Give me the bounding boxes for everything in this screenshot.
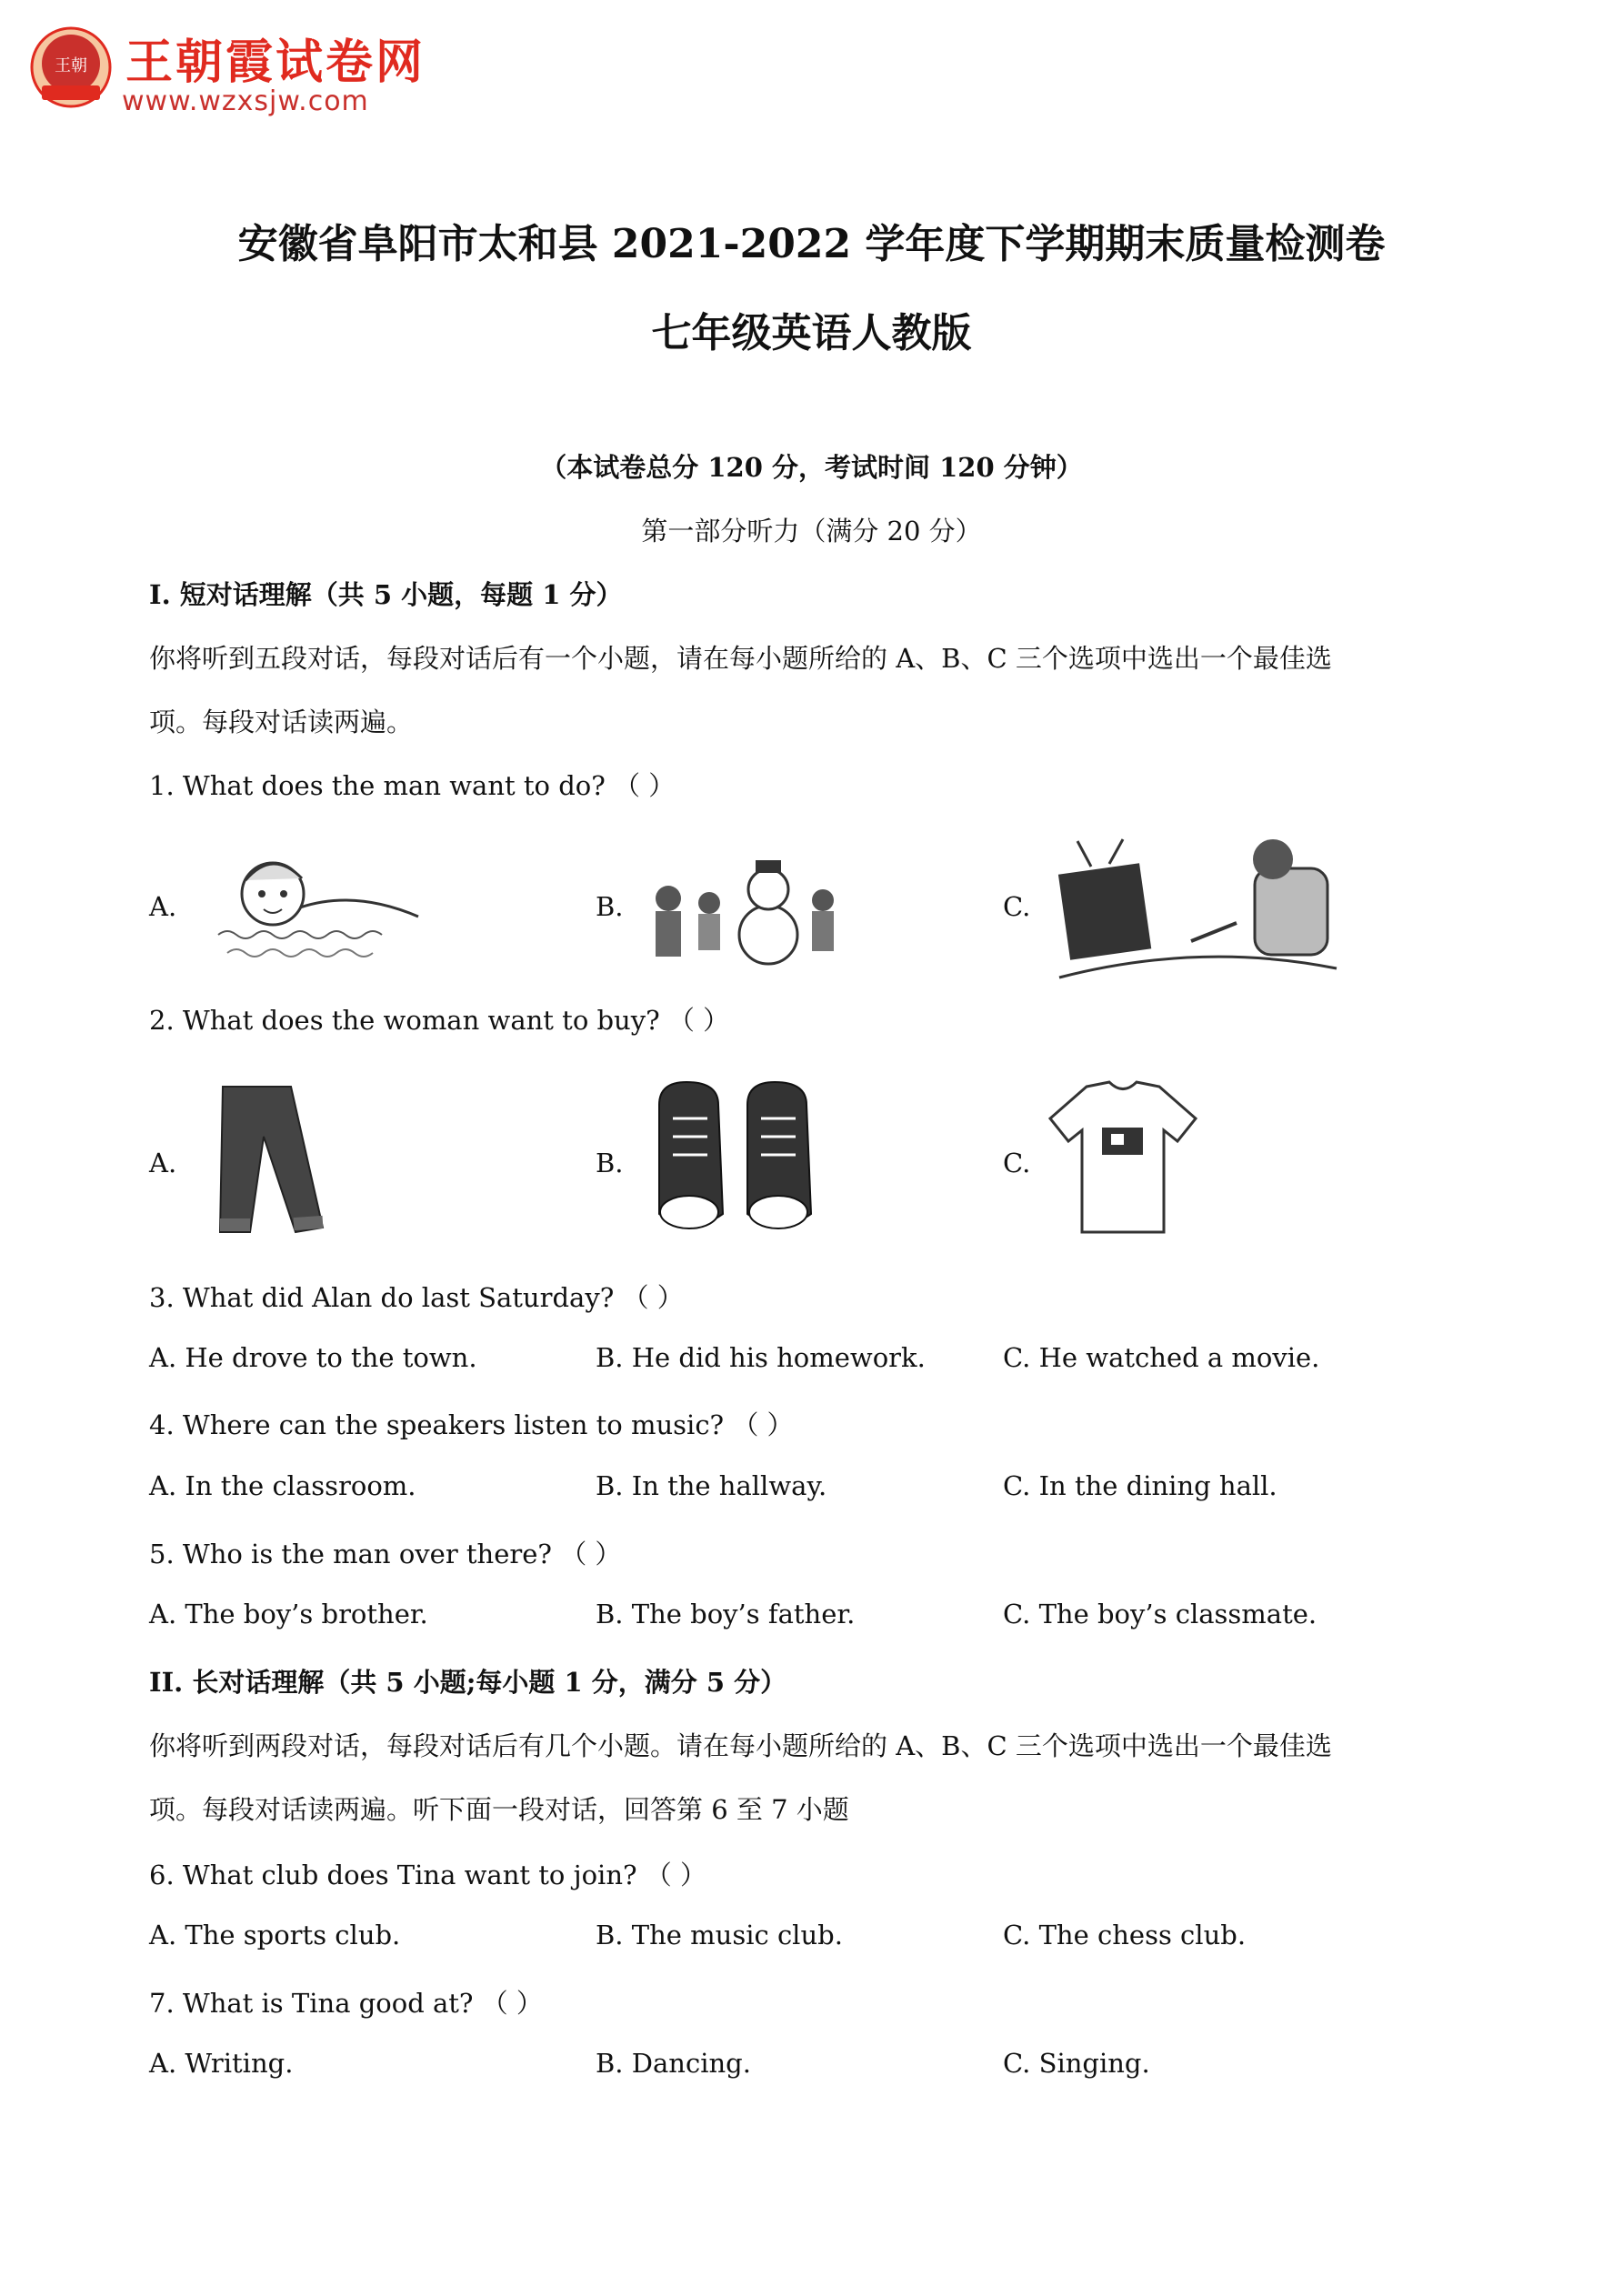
exam-info: （本试卷总分 120 分，考试时间 120 分钟） — [540, 452, 1083, 483]
q4-option-c[interactable]: C. In the dining hall. — [1003, 1470, 1277, 1501]
section-1-heading: I. 短对话理解（共 5 小题，每题 1 分） — [149, 579, 623, 610]
question-5: 5. Who is the man over there? （ ） — [149, 1539, 622, 1569]
q4-option-a[interactable]: A. In the classroom. — [149, 1470, 416, 1501]
snowman-picture — [641, 835, 841, 980]
q3-option-b[interactable]: B. He did his homework. — [596, 1342, 926, 1373]
watching-tv-picture — [1055, 823, 1346, 987]
section-1-instruction-line2: 项。每段对话读两遍。 — [149, 707, 414, 737]
question-4: 4. Where can the speakers listen to music? （ ） — [149, 1409, 794, 1440]
section-2-heading: II. 长对话理解（共 5 小题;每小题 1 分，满分 5 分） — [149, 1667, 787, 1698]
section-2-instruction-line1: 你将听到两段对话，每段对话后有几个小题。请在每小题所给的 A、B、C 三个选项中选出一个最佳选 — [149, 1730, 1332, 1761]
q2-option-c-label[interactable]: C. — [1003, 1148, 1031, 1178]
q7-option-a[interactable]: A. Writing. — [149, 2048, 294, 2079]
part-one-heading: 第一部分听力（满分 20 分） — [641, 516, 982, 546]
q2-option-b-label[interactable]: B. — [596, 1148, 624, 1178]
q6-option-c[interactable]: C. The chess club. — [1003, 1920, 1247, 1950]
shoes-picture — [646, 1078, 827, 1241]
tshirt-picture — [1046, 1078, 1200, 1237]
pants-picture — [209, 1082, 336, 1241]
logo-url[interactable]: www.wzxsjw.com — [122, 85, 369, 117]
svg-text:王朝: 王朝 — [55, 56, 87, 75]
q1-option-a-label[interactable]: A. — [149, 891, 177, 922]
exam-title: 安徽省阜阳市太和县 2021-2022 学年度下学期期末质量检测卷 — [237, 221, 1386, 267]
q1-option-b-label[interactable]: B. — [596, 891, 624, 922]
q6-option-a[interactable]: A. The sports club. — [149, 1920, 401, 1950]
logo-name: 王朝霞试卷网 — [125, 35, 426, 90]
q7-option-b[interactable]: B. Dancing. — [596, 2048, 751, 2079]
q7-option-c[interactable]: C. Singing. — [1003, 2048, 1150, 2079]
question-1: 1. What does the man want to do? （ ） — [149, 770, 676, 801]
question-3: 3. What did Alan do last Saturday? （ ） — [149, 1282, 684, 1313]
exam-subtitle: 七年级英语人教版 — [651, 310, 972, 356]
section-2-instruction-line2: 项。每段对话读两遍。听下面一段对话，回答第 6 至 7 小题 — [149, 1794, 849, 1825]
q5-option-b[interactable]: B. The boy’s father. — [596, 1599, 856, 1629]
swimming-picture — [200, 844, 455, 971]
q1-option-c-label[interactable]: C. — [1003, 891, 1031, 922]
question-7: 7. What is Tina good at? （ ） — [149, 1988, 543, 2019]
question-2: 2. What does the woman want to buy? （ ） — [149, 1005, 730, 1036]
question-6: 6. What club does Tina want to join? （ ） — [149, 1860, 706, 1890]
q6-option-b[interactable]: B. The music club. — [596, 1920, 843, 1950]
seal-logo-icon — [29, 25, 113, 109]
section-1-instruction-line1: 你将听到五段对话，每段对话后有一个小题，请在每小题所给的 A、B、C 三个选项中选出一个最佳选 — [149, 643, 1332, 674]
q5-option-c[interactable]: C. The boy’s classmate. — [1003, 1599, 1317, 1629]
q3-option-a[interactable]: A. He drove to the town. — [149, 1342, 477, 1373]
q3-option-c[interactable]: C. He watched a movie. — [1003, 1342, 1320, 1373]
q2-option-a-label[interactable]: A. — [149, 1148, 177, 1178]
q4-option-b[interactable]: B. In the hallway. — [596, 1470, 827, 1501]
site-logo[interactable] — [24, 22, 426, 122]
q5-option-a[interactable]: A. The boy’s brother. — [149, 1599, 428, 1629]
